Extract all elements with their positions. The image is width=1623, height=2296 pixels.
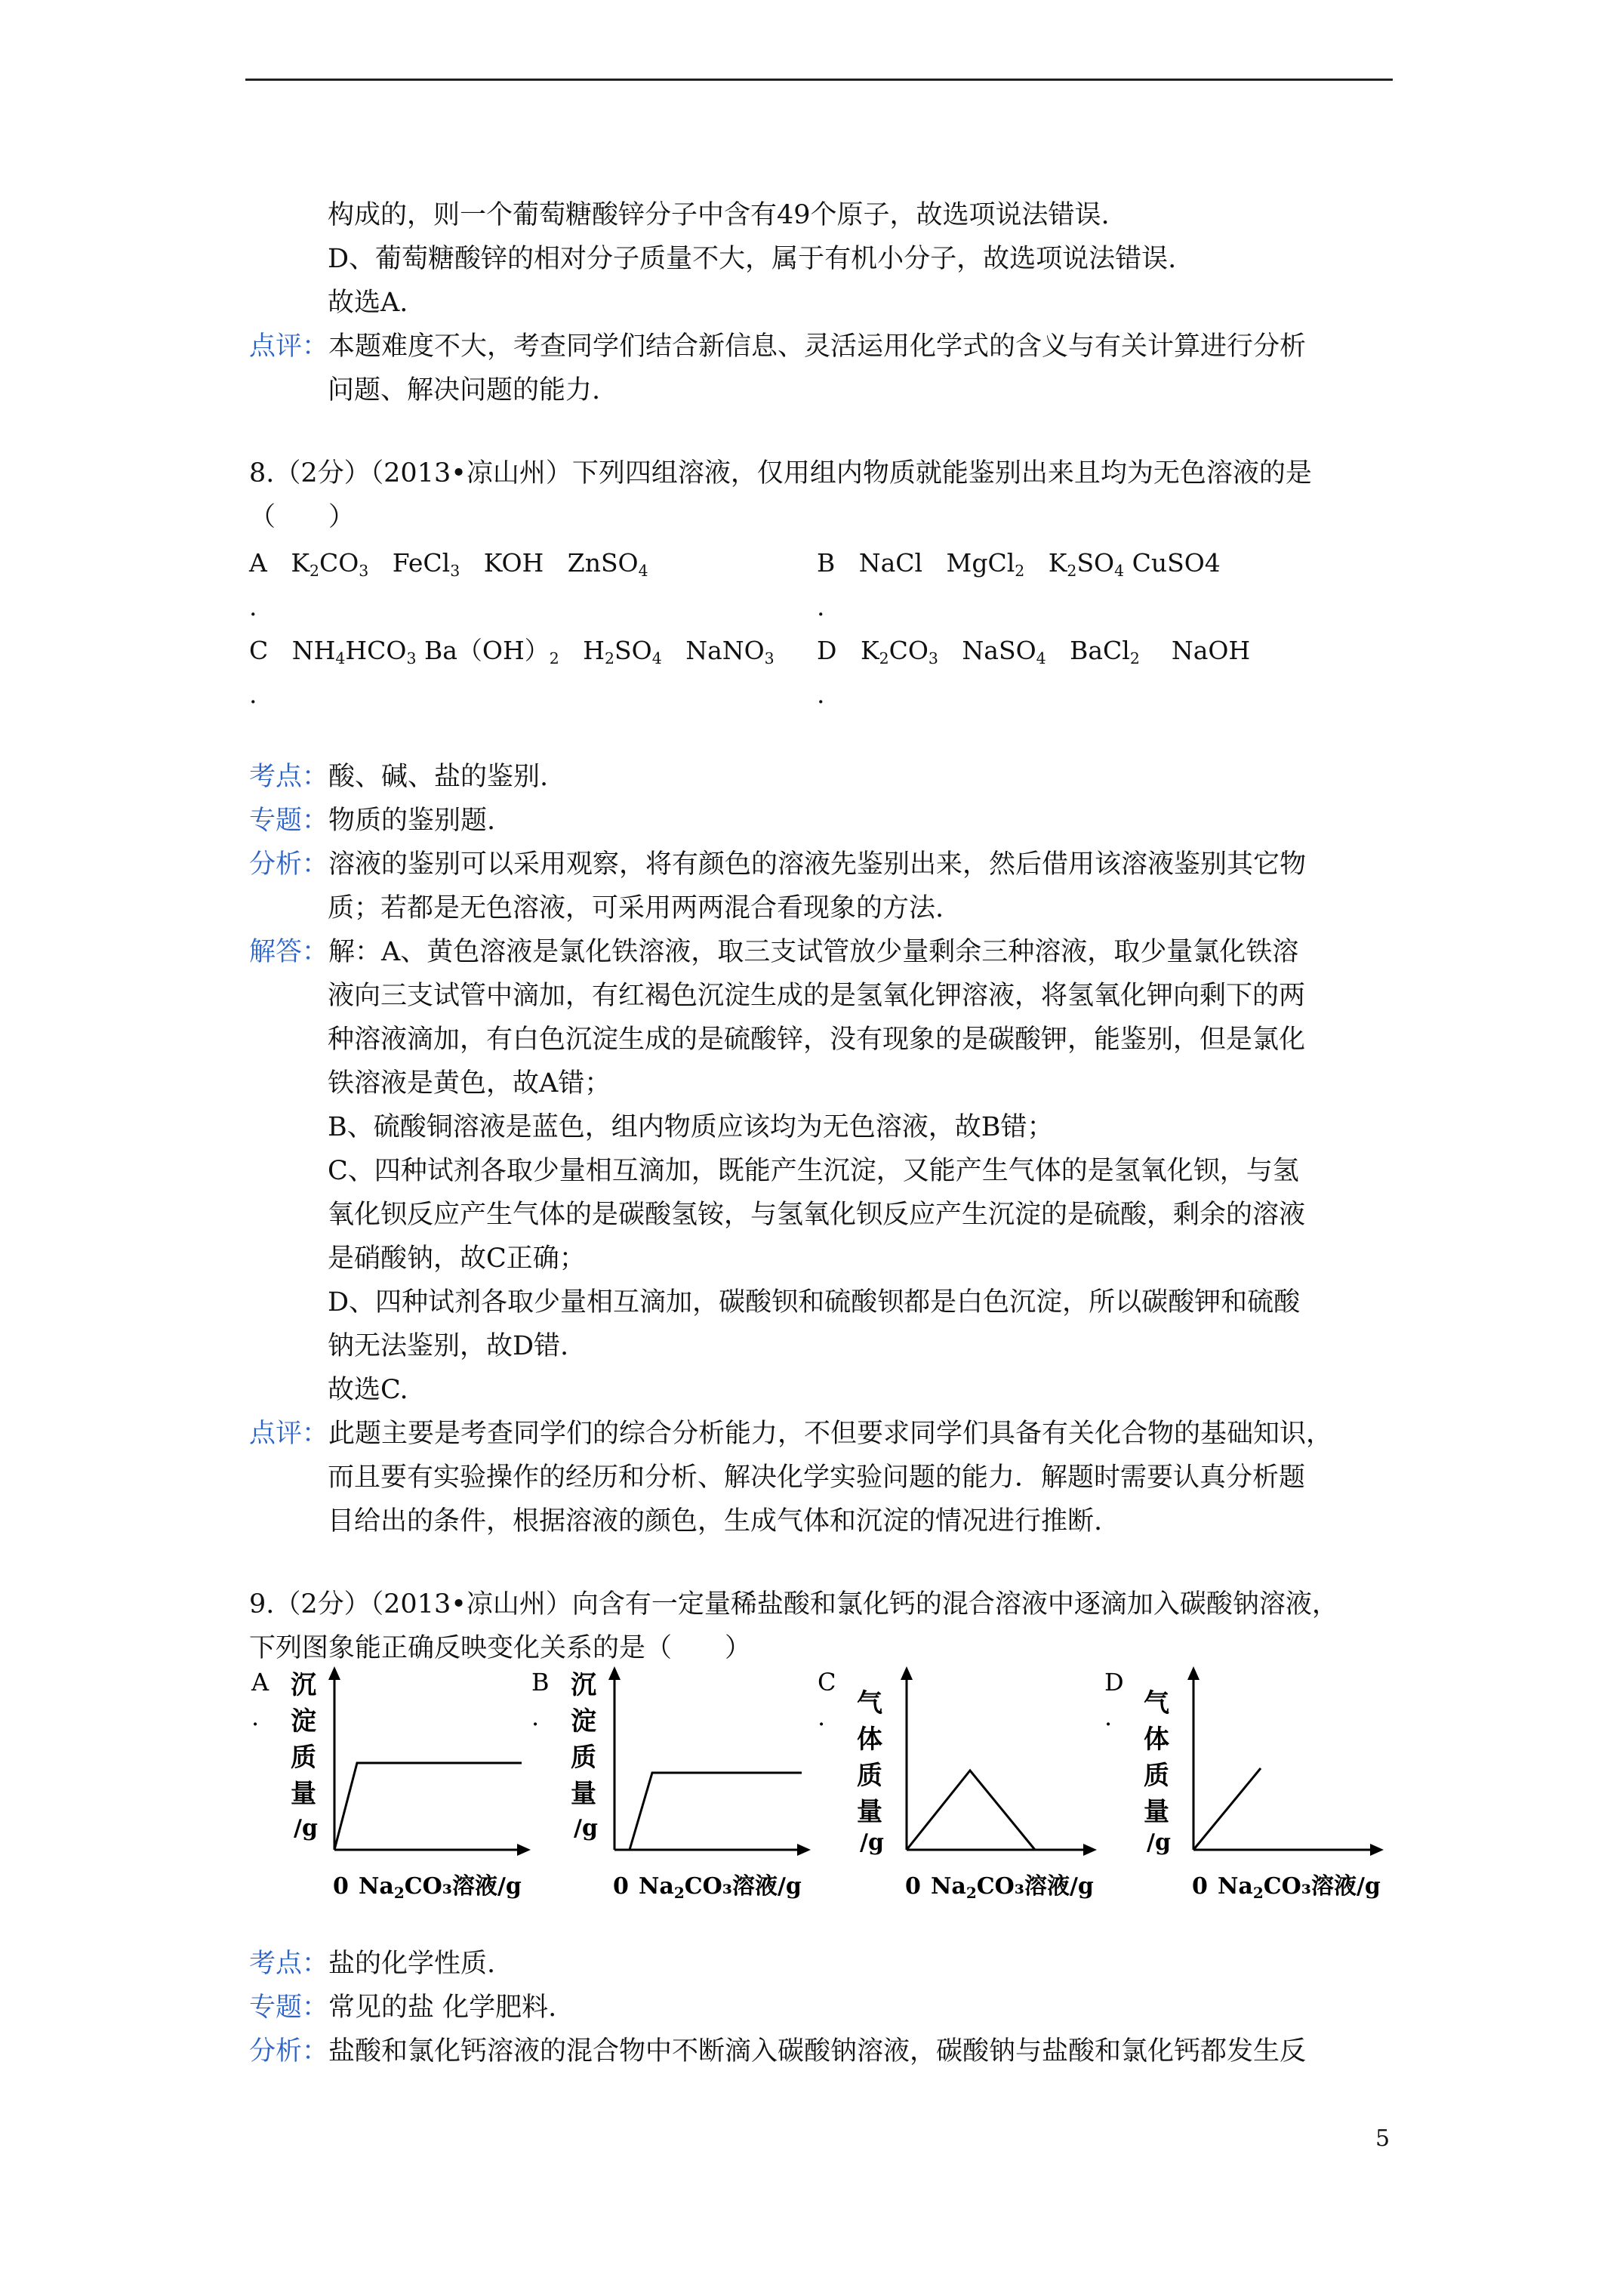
chart-letter: A [251,1668,269,1697]
y-arrow [1187,1666,1200,1680]
q9-stem-2: 下列图象能正确反映变化关系的是（ ） [249,1633,752,1663]
ylabel-char: 体 [1144,1724,1169,1755]
q8-option-d: D $K_2CO_3$ NaSO$_4$ BaCl$_2$ NaOH [817,636,1251,668]
origin-label: 0 [613,1873,629,1900]
option-dot: . [817,592,825,621]
yunit: /g [1147,1829,1171,1856]
ylabel-char: 量 [571,1779,596,1809]
q9-kaodian: 考点：盐的化学性质. [249,1949,496,1979]
q8-jieda: 解答：解：A、黄色溶液是氯化铁溶液，取三支试管放少量剩余三种溶液，取少量氯化铁溶 [249,937,1299,967]
x-axis-label: $Na_2CO_3$溶液/g [359,1873,522,1902]
q8-option-b: B NaCl MgCl$_2$ $K_2SO_4$ CuSO4 [817,548,1221,581]
origin-label: 0 [333,1873,349,1900]
q8-dianping: 点评：此题主要是考查同学们的综合分析能力，不但要求同学们具备有关化合物的基础知识， [249,1419,1333,1449]
data-curve [1193,1768,1261,1850]
yunit: /g [294,1815,318,1841]
text-line: 氧化钡反应产生气体的是碳酸氢铵，与氢氧化钡反应产生沉淀的是硫酸，剩余的溶液 [328,1200,1306,1230]
review-text: 本题难度不大，考查同学们结合新信息、灵活运用化学式的含义与有关计算进行分析 [328,331,1307,362]
q8-option-c: C $NH_4HCO_3$ $Ba(OH)_2$ $H_2SO_4$ NaNO$_3$ [249,636,775,668]
y-arrow [901,1666,913,1680]
chart-letter: C [818,1668,836,1697]
chart-dot: . [818,1703,826,1731]
text-line: D、四种试剂各取少量相互滴加，碳酸钡和硫酸钡都是白色沉淀，所以碳酸钾和硫酸 [328,1287,1301,1318]
ylabel-char: 气 [1144,1688,1169,1718]
ylabel-char: 质 [571,1743,596,1773]
text-line: D、葡萄糖酸锌的相对分子质量不大，属于有机小分子，故选项说法错误. [328,244,1177,274]
ylabel-char: 质 [291,1743,316,1773]
q8-fenxi: 分析：溶液的鉴别可以采用观察，将有颜色的溶液先鉴别出来，然后借用该溶液鉴别其它物 [249,849,1307,880]
x-axis-label: $Na_2CO_3$溶液/g [931,1873,1094,1902]
ylabel-char: 淀 [291,1706,316,1737]
text-line: 铁溶液是黄色，故A错； [328,1068,611,1099]
q9-stem: 9.（2分）（2013•凉山州）向含有一定量稀盐酸和氯化钙的混合溶液中逐滴加入碳酸钠溶液， [249,1589,1338,1620]
text-line: 问题、解决问题的能力. [328,375,601,405]
text-line: C、四种试剂各取少量相互滴加，既能产生沉淀，又能产生气体的是氢氧化钡，与氢 [328,1156,1299,1186]
option-dot: . [817,680,825,709]
ylabel-char: 沉 [291,1670,316,1700]
data-curve [334,1763,522,1850]
text-line: 是硝酸钠，故C正确； [328,1244,586,1274]
origin-label: 0 [905,1873,921,1900]
chart-dot: . [251,1703,260,1731]
text-line: 目给出的条件，根据溶液的颜色，生成气体和沉淀的情况进行推断. [328,1506,1103,1536]
ylabel-char: 量 [857,1797,882,1827]
text-line: 构成的，则一个葡萄糖酸锌分子中含有49个原子，故选项说法错误. [328,200,1110,230]
ylabel-char: 体 [857,1724,882,1755]
text-line: 故选A. [328,288,408,318]
text-line: 液向三支试管中滴加，有红褐色沉淀生成的是氢氧化钾溶液，将氢氧化钾向剩下的两 [328,981,1306,1011]
x-arrow [1083,1844,1097,1856]
chart-letter: D [1104,1668,1124,1697]
ylabel-char: 量 [291,1779,316,1809]
page-number: 5 [1375,2125,1390,2152]
ylabel-char: 质 [857,1761,882,1791]
option-dot: . [249,592,257,621]
y-arrow [328,1666,340,1680]
chart-c [812,1665,1098,1914]
yunit: /g [574,1815,598,1841]
chart-dot: . [531,1703,540,1731]
review-row [249,329,1306,364]
x-axis-label: $Na_2CO_3$溶液/g [1218,1873,1381,1902]
text-line: 故选C. [328,1375,408,1405]
text-line: 而且要有实验操作的经历和分析、解决化学实验问题的能力．解题时需要认真分析题 [328,1462,1306,1493]
q8-kaodian: 考点：酸、碱、盐的鉴别. [249,762,549,792]
q8-stem: 8.（2分）（2013•凉山州）下列四组溶液，仅用组内物质就能鉴别出来且均为无色溶液的是 [249,458,1312,488]
chart-d [1098,1665,1385,1914]
x-arrow [797,1844,811,1856]
text-line: B、硫酸铜溶液是蓝色，组内物质应该均为无色溶液，故B错； [328,1112,1054,1142]
q9-fenxi: 分析：盐酸和氯化钙溶液的混合物中不断滴入碳酸钠溶液，碳酸钠与盐酸和氯化钙都发生反 [249,2036,1307,2066]
x-arrow [1370,1844,1384,1856]
ylabel-char: 气 [857,1688,882,1718]
text-line: 钠无法鉴别，故D错. [328,1331,569,1361]
ylabel-char: 量 [1144,1797,1169,1827]
header-rule [245,79,1393,81]
chart-a [245,1665,532,1914]
data-curve [630,1773,802,1850]
origin-label: 0 [1192,1873,1208,1900]
chart-b [525,1665,812,1914]
ylabel-char: 沉 [571,1670,596,1700]
x-axis-label: $Na_2CO_3$溶液/g [639,1873,802,1902]
ylabel-char: 质 [1144,1761,1169,1791]
y-arrow [608,1666,621,1680]
chart-letter: B [531,1668,550,1697]
yunit: /g [860,1829,884,1856]
data-curve [907,1771,1035,1850]
review-label: 点评： [249,331,329,362]
text-line: 质；若都是无色溶液，可采用两两混合看现象的方法. [328,893,944,923]
option-dot: . [249,680,257,709]
ylabel-char: 淀 [571,1706,596,1737]
text-line: 种溶液滴加，有白色沉淀生成的是硫酸锌，没有现象的是碳酸钾，能鉴别，但是氯化 [328,1025,1306,1055]
q8-option-a: A $K_2CO_3$ FeCl$_3$ KOH ZnSO$_4$ [249,548,648,581]
q8-zhuanti: 专题：物质的鉴别题. [249,806,496,836]
q8-stem-paren: （ ） [249,502,356,532]
q9-zhuanti: 专题：常见的盐 化学肥料. [249,1992,557,2023]
chart-dot: . [1104,1703,1113,1731]
